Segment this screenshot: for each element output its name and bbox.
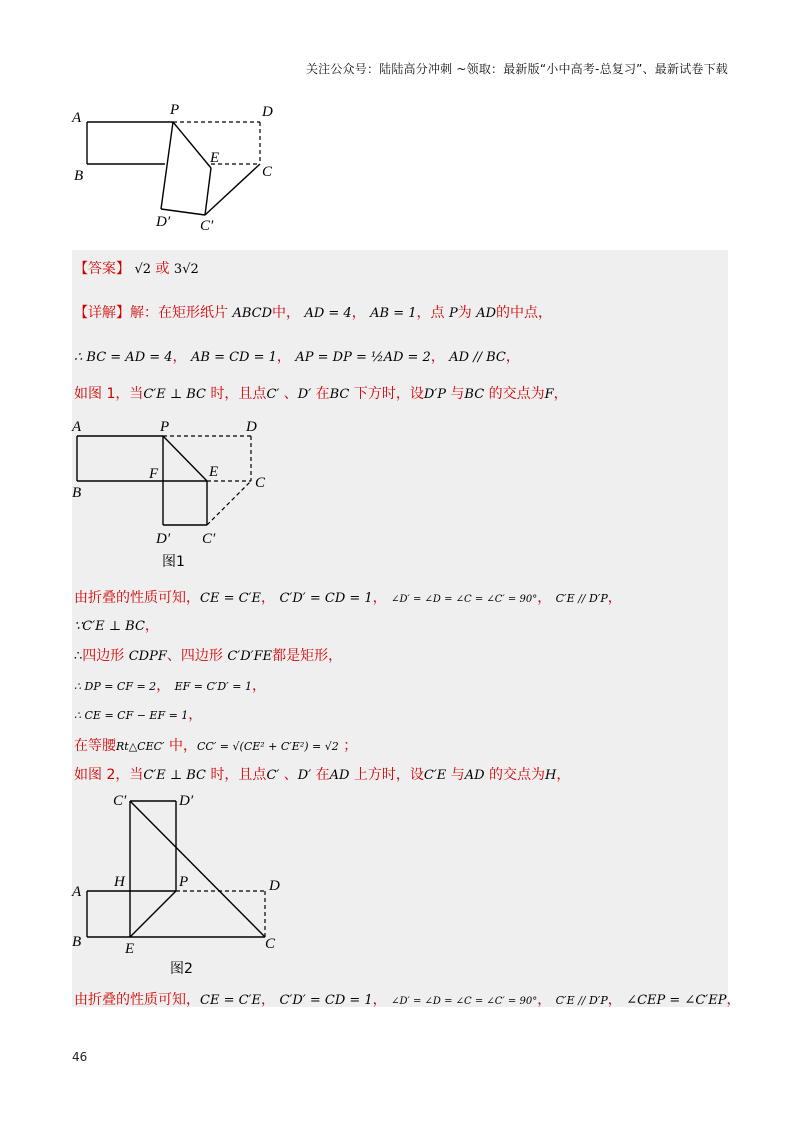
math-expression: AB = CD = 1 bbox=[191, 350, 277, 365]
text-segment: 、 bbox=[283, 767, 298, 783]
text-segment: ， bbox=[430, 349, 445, 365]
math-expression: P bbox=[449, 306, 458, 321]
math-expression: AD bbox=[464, 768, 485, 783]
text-segment: 解：在矩形纸片 bbox=[130, 305, 228, 321]
label-D: D bbox=[262, 104, 273, 120]
math-expression: ∴ CE = CF − EF = 1 bbox=[74, 709, 189, 722]
text-segment: 中， bbox=[272, 305, 301, 321]
text-segment: 四边形 bbox=[82, 648, 125, 664]
label-H: H bbox=[114, 874, 125, 890]
text-segment: 都是矩形， bbox=[272, 648, 343, 664]
detail-line-3 bbox=[74, 383, 568, 403]
math-expression: AP = DP = ½AD = 2 bbox=[295, 350, 431, 365]
math-expression: D′ bbox=[297, 768, 312, 783]
answer-label: 【答案】 bbox=[74, 261, 130, 277]
detail-line-7 bbox=[74, 675, 266, 695]
math-expression: ∴ DP = CF = 2 bbox=[74, 680, 157, 693]
text-segment: 为 bbox=[457, 305, 472, 321]
math-expression: ∵C′E ⊥ BC bbox=[74, 619, 145, 634]
page-number: 46 bbox=[72, 1050, 88, 1064]
math-expression: ∠D′ = ∠D = ∠C = ∠C′ = 90° bbox=[391, 996, 538, 1007]
text-segment: ； bbox=[343, 738, 358, 754]
text-segment: ， bbox=[556, 767, 571, 783]
math-expression: AD = 4 bbox=[304, 306, 352, 321]
detail-line-9 bbox=[74, 735, 357, 755]
label-C: C bbox=[262, 164, 273, 180]
math-expression: D′P bbox=[423, 387, 446, 402]
math-expression: ABCD bbox=[232, 306, 273, 321]
math-expression: CDPF bbox=[128, 649, 167, 664]
text-segment: ， bbox=[351, 305, 366, 321]
label-P: P bbox=[170, 102, 180, 118]
math-expression: C′ bbox=[266, 768, 280, 783]
label-A: A bbox=[72, 419, 82, 435]
text-segment: 在 bbox=[315, 767, 330, 783]
figure-1-caption: 图1 bbox=[162, 554, 185, 570]
label-D-prime: D′ bbox=[156, 531, 171, 547]
label-E: E bbox=[209, 464, 219, 480]
detail-line-10 bbox=[74, 764, 570, 784]
math-expression: C′E ⊥ BC bbox=[143, 387, 206, 402]
answer-value-2: 3√2 bbox=[173, 262, 199, 277]
text-segment: 与 bbox=[450, 767, 465, 783]
math-expression: CC′ = √(CE² + C′E²) = √2 bbox=[196, 740, 339, 753]
label-P: P bbox=[160, 419, 170, 435]
text-segment: 中， bbox=[168, 738, 197, 754]
detail-line-2 bbox=[74, 346, 520, 366]
figure-2 bbox=[60, 788, 300, 983]
math-expression: F bbox=[544, 387, 554, 402]
label-B: B bbox=[72, 934, 82, 950]
label-C-prime: C′ bbox=[113, 793, 127, 809]
label-F: F bbox=[149, 466, 159, 482]
text-segment: 时，且点 bbox=[210, 386, 267, 402]
label-P: P bbox=[179, 874, 189, 890]
label-D-prime: D′ bbox=[156, 214, 171, 230]
math-expression: AD // BC bbox=[449, 350, 506, 365]
text-segment: 的中点， bbox=[496, 305, 553, 321]
math-expression: ∴ BC = AD = 4 bbox=[74, 350, 173, 365]
figure-top bbox=[60, 98, 300, 238]
label-C: C bbox=[265, 936, 276, 952]
detail-label: 【详解】 bbox=[74, 305, 130, 321]
label-A: A bbox=[72, 110, 82, 126]
text-segment: 的交点为 bbox=[489, 767, 545, 783]
math-expression: D′ bbox=[297, 387, 312, 402]
math-expression: C′E bbox=[423, 768, 447, 783]
label-E: E bbox=[210, 150, 220, 166]
detail-line-6 bbox=[74, 645, 342, 665]
math-expression: ∴ bbox=[74, 649, 83, 664]
label-D: D bbox=[269, 878, 280, 894]
detail-line-11: 由折叠的性质可知，CE = C′E， C′D′ = CD = 1， ∠D′ = ∠D = ∠C = ∠C′ = 90°， C′E // D′P， ∠CEP = ∠C′EP， bbox=[74, 992, 741, 1008]
text-segment: ， bbox=[553, 386, 568, 402]
math-expression: CE = C′E bbox=[200, 993, 261, 1008]
math-expression: ∠CEP = ∠C′EP bbox=[626, 993, 727, 1008]
text-segment: ， bbox=[172, 349, 187, 365]
math-expression: C′D′ = CD = 1 bbox=[279, 591, 373, 606]
text-segment: 在等腰 bbox=[74, 738, 116, 754]
detail-line-4: 由折叠的性质可知，CE = C′E， C′D′ = CD = 1， ∠D′ = ∠D = ∠C = ∠C′ = 90°， C′E // D′P， bbox=[74, 590, 622, 606]
detail-line-5 bbox=[74, 615, 159, 635]
text-segment: ， bbox=[276, 349, 291, 365]
math-expression: BC bbox=[329, 387, 350, 402]
text-segment: 时，且点 bbox=[210, 767, 267, 783]
answer-value-1: √2 bbox=[134, 262, 152, 277]
math-expression: C′E // D′P bbox=[555, 994, 608, 1007]
answer-conjunction: 或 bbox=[155, 261, 170, 277]
math-expression: C′E ⊥ BC bbox=[143, 768, 206, 783]
math-expression: C′E // D′P bbox=[555, 592, 608, 605]
label-C-prime: C′ bbox=[202, 531, 216, 547]
text-segment: 由折叠的性质可知， bbox=[74, 992, 200, 1008]
math-expression: AD bbox=[476, 306, 497, 321]
text-segment: 与 bbox=[450, 386, 465, 402]
text-segment: 上方时，设 bbox=[353, 767, 424, 783]
math-expression: EF = C′D′ = 1 bbox=[174, 680, 252, 693]
math-expression: BC bbox=[464, 387, 485, 402]
text-segment: ， bbox=[144, 618, 159, 634]
label-D-prime: D′ bbox=[179, 793, 194, 809]
text-segment: 、 bbox=[283, 386, 298, 402]
text-segment: ，点 bbox=[416, 305, 445, 321]
label-B: B bbox=[74, 168, 84, 184]
figure-2-caption: 图2 bbox=[170, 961, 193, 977]
text-segment: ， bbox=[188, 707, 203, 723]
label-C: C bbox=[255, 475, 266, 491]
math-expression: C′D′FE bbox=[227, 649, 273, 664]
math-expression: Rt△CEC′ bbox=[116, 740, 165, 753]
page-header: 关注公众号：陆陆高分冲刺 ~领取：最新版“小中高考-总复习”、最新试卷下载 bbox=[305, 62, 728, 76]
detail-line-1 bbox=[74, 302, 552, 322]
answer-line bbox=[74, 258, 199, 278]
label-A: A bbox=[72, 884, 82, 900]
math-expression: ∠D′ = ∠D = ∠C = ∠C′ = 90° bbox=[391, 594, 538, 605]
label-D: D bbox=[246, 419, 257, 435]
math-expression: C′ bbox=[266, 387, 280, 402]
text-segment: ， bbox=[156, 678, 171, 694]
label-E: E bbox=[125, 941, 135, 957]
text-segment: 如图 1，当 bbox=[74, 386, 144, 402]
label-B: B bbox=[72, 485, 82, 501]
text-segment: ， bbox=[505, 349, 520, 365]
detail-line-8 bbox=[74, 704, 202, 724]
math-expression: H bbox=[545, 768, 557, 783]
math-expression: C′D′ = CD = 1 bbox=[279, 993, 373, 1008]
text-segment: 、四边形 bbox=[166, 648, 223, 664]
text-segment: 如图 2，当 bbox=[74, 767, 144, 783]
math-expression: AB = 1 bbox=[370, 306, 417, 321]
figure-1 bbox=[60, 412, 300, 572]
text-segment: ， bbox=[251, 678, 266, 694]
text-segment: 下方时，设 bbox=[353, 386, 424, 402]
math-expression: AD bbox=[329, 768, 350, 783]
text-segment: 的交点为 bbox=[488, 386, 545, 402]
text-segment: 在 bbox=[315, 386, 330, 402]
text-segment: 由折叠的性质可知， bbox=[74, 590, 200, 606]
math-expression: CE = C′E bbox=[200, 591, 261, 606]
label-C-prime: C′ bbox=[200, 218, 214, 234]
